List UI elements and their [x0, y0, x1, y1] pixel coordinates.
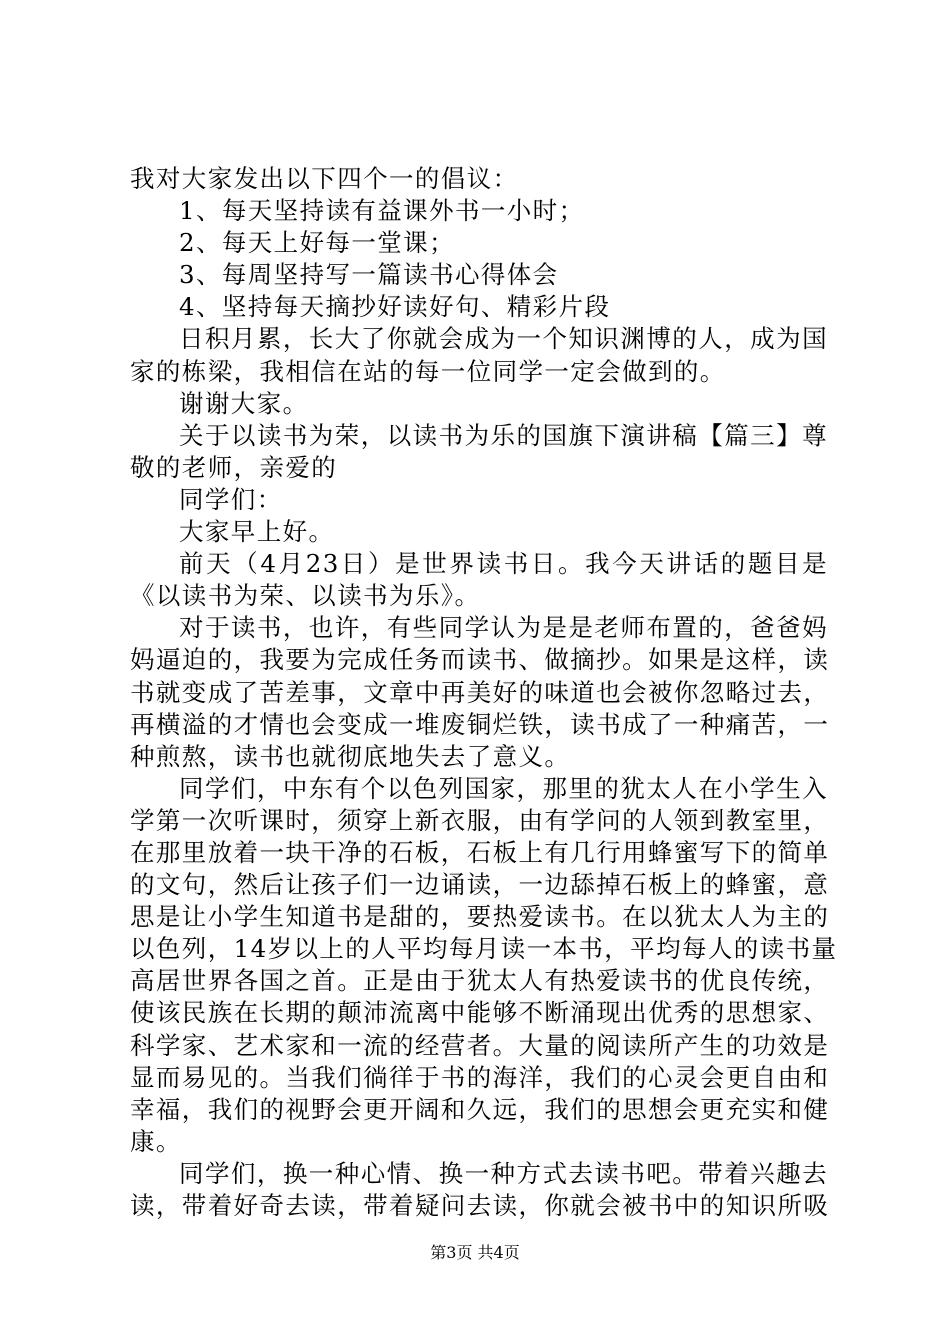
- text-line: 日积月累，长大了你就会成为一个知识渊博的人，成为国: [179, 324, 828, 354]
- text-line: 显而易见的。当我们徜徉于书的海洋，我们的心灵会更自由和: [130, 1062, 830, 1092]
- text-line: 《以读书为荣、以读书为乐》。: [130, 581, 481, 611]
- text-line: 以色列，14岁以上的人平均每月读一本书，平均每人的读书量: [130, 934, 838, 964]
- text-line: 我对大家发出以下四个一的倡议：: [130, 164, 519, 193]
- text-line: 4、坚持每天摘抄好读好句、精彩片段: [179, 292, 611, 322]
- text-line: 在那里放着一块干净的石板，石板上有几行用蜂蜜写下的简单: [130, 837, 830, 867]
- text-line: 同学们，换一种心情、换一种方式去读书吧。带着兴趣去: [179, 1158, 828, 1188]
- text-line: 家的栋梁，我相信在站的每一位同学一定会做到的。: [130, 356, 726, 386]
- text-line: 关于以读书为荣，以读书为乐的国旗下演讲稿【篇三】尊: [179, 420, 828, 450]
- text-line: 高居世界各国之首。正是由于犹太人有热爱读书的优良传统，: [130, 966, 830, 996]
- text-line: 前天（4月23日）是世界读书日。我今天讲话的题目是: [179, 549, 828, 579]
- text-line: 使该民族在长期的颠沛流离中能够不断涌现出优秀的思想家、: [130, 998, 830, 1028]
- text-line: 1、每天坚持读有益课外书一小时；: [179, 196, 585, 226]
- text-line: 书就变成了苦差事，文章中再美好的味道也会被你忽略过去，: [130, 677, 830, 707]
- text-line: 同学们：: [179, 484, 283, 514]
- text-line: 幸福，我们的视野会更开阔和久远，我们的思想会更充实和健: [130, 1094, 830, 1124]
- text-line: 谢谢大家。: [179, 388, 309, 418]
- text-line: 大家早上好。: [179, 517, 335, 547]
- text-line: 思是让小学生知道书是甜的，要热爱读书。在以犹太人为主的: [130, 902, 830, 932]
- document-body: [130, 163, 838, 1222]
- text-line: 敬的老师，亲爱的: [130, 452, 338, 482]
- text-line: 科学家、艺术家和一流的经营者。大量的阅读所产生的功效是: [130, 1030, 830, 1060]
- page-footer: [0, 1243, 950, 1263]
- text-line: 对于读书，也许，有些同学认为是是老师布置的，爸爸妈: [179, 613, 828, 643]
- text-line: 妈逼迫的，我要为完成任务而读书、做摘抄。如果是这样，读: [130, 645, 830, 675]
- text-line: 再横溢的才情也会变成一堆废铜烂铁，读书成了一种痛苦，一: [130, 709, 830, 739]
- text-line: 同学们，中东有个以色列国家，那里的犹太人在小学生入: [179, 773, 828, 803]
- text-line: 3、每周坚持写一篇读书心得体会: [179, 260, 559, 290]
- text-line: 的文句，然后让孩子们一边诵读，一边舔掉石板上的蜂蜜，意: [130, 870, 830, 900]
- text-line: 种煎熬，读书也就彻底地失去了意义。: [130, 741, 571, 771]
- text-line: 2、每天上好每一堂课；: [179, 228, 455, 258]
- text-line: 读，带着好奇去读，带着疑问去读，你就会被书中的知识所吸: [130, 1191, 830, 1220]
- page-indicator: 第3页 共4页: [430, 1243, 520, 1262]
- text-line: 康。: [130, 1126, 182, 1156]
- text-line: 学第一次听课时，须穿上新衣服，由有学问的人领到教室里，: [130, 805, 830, 835]
